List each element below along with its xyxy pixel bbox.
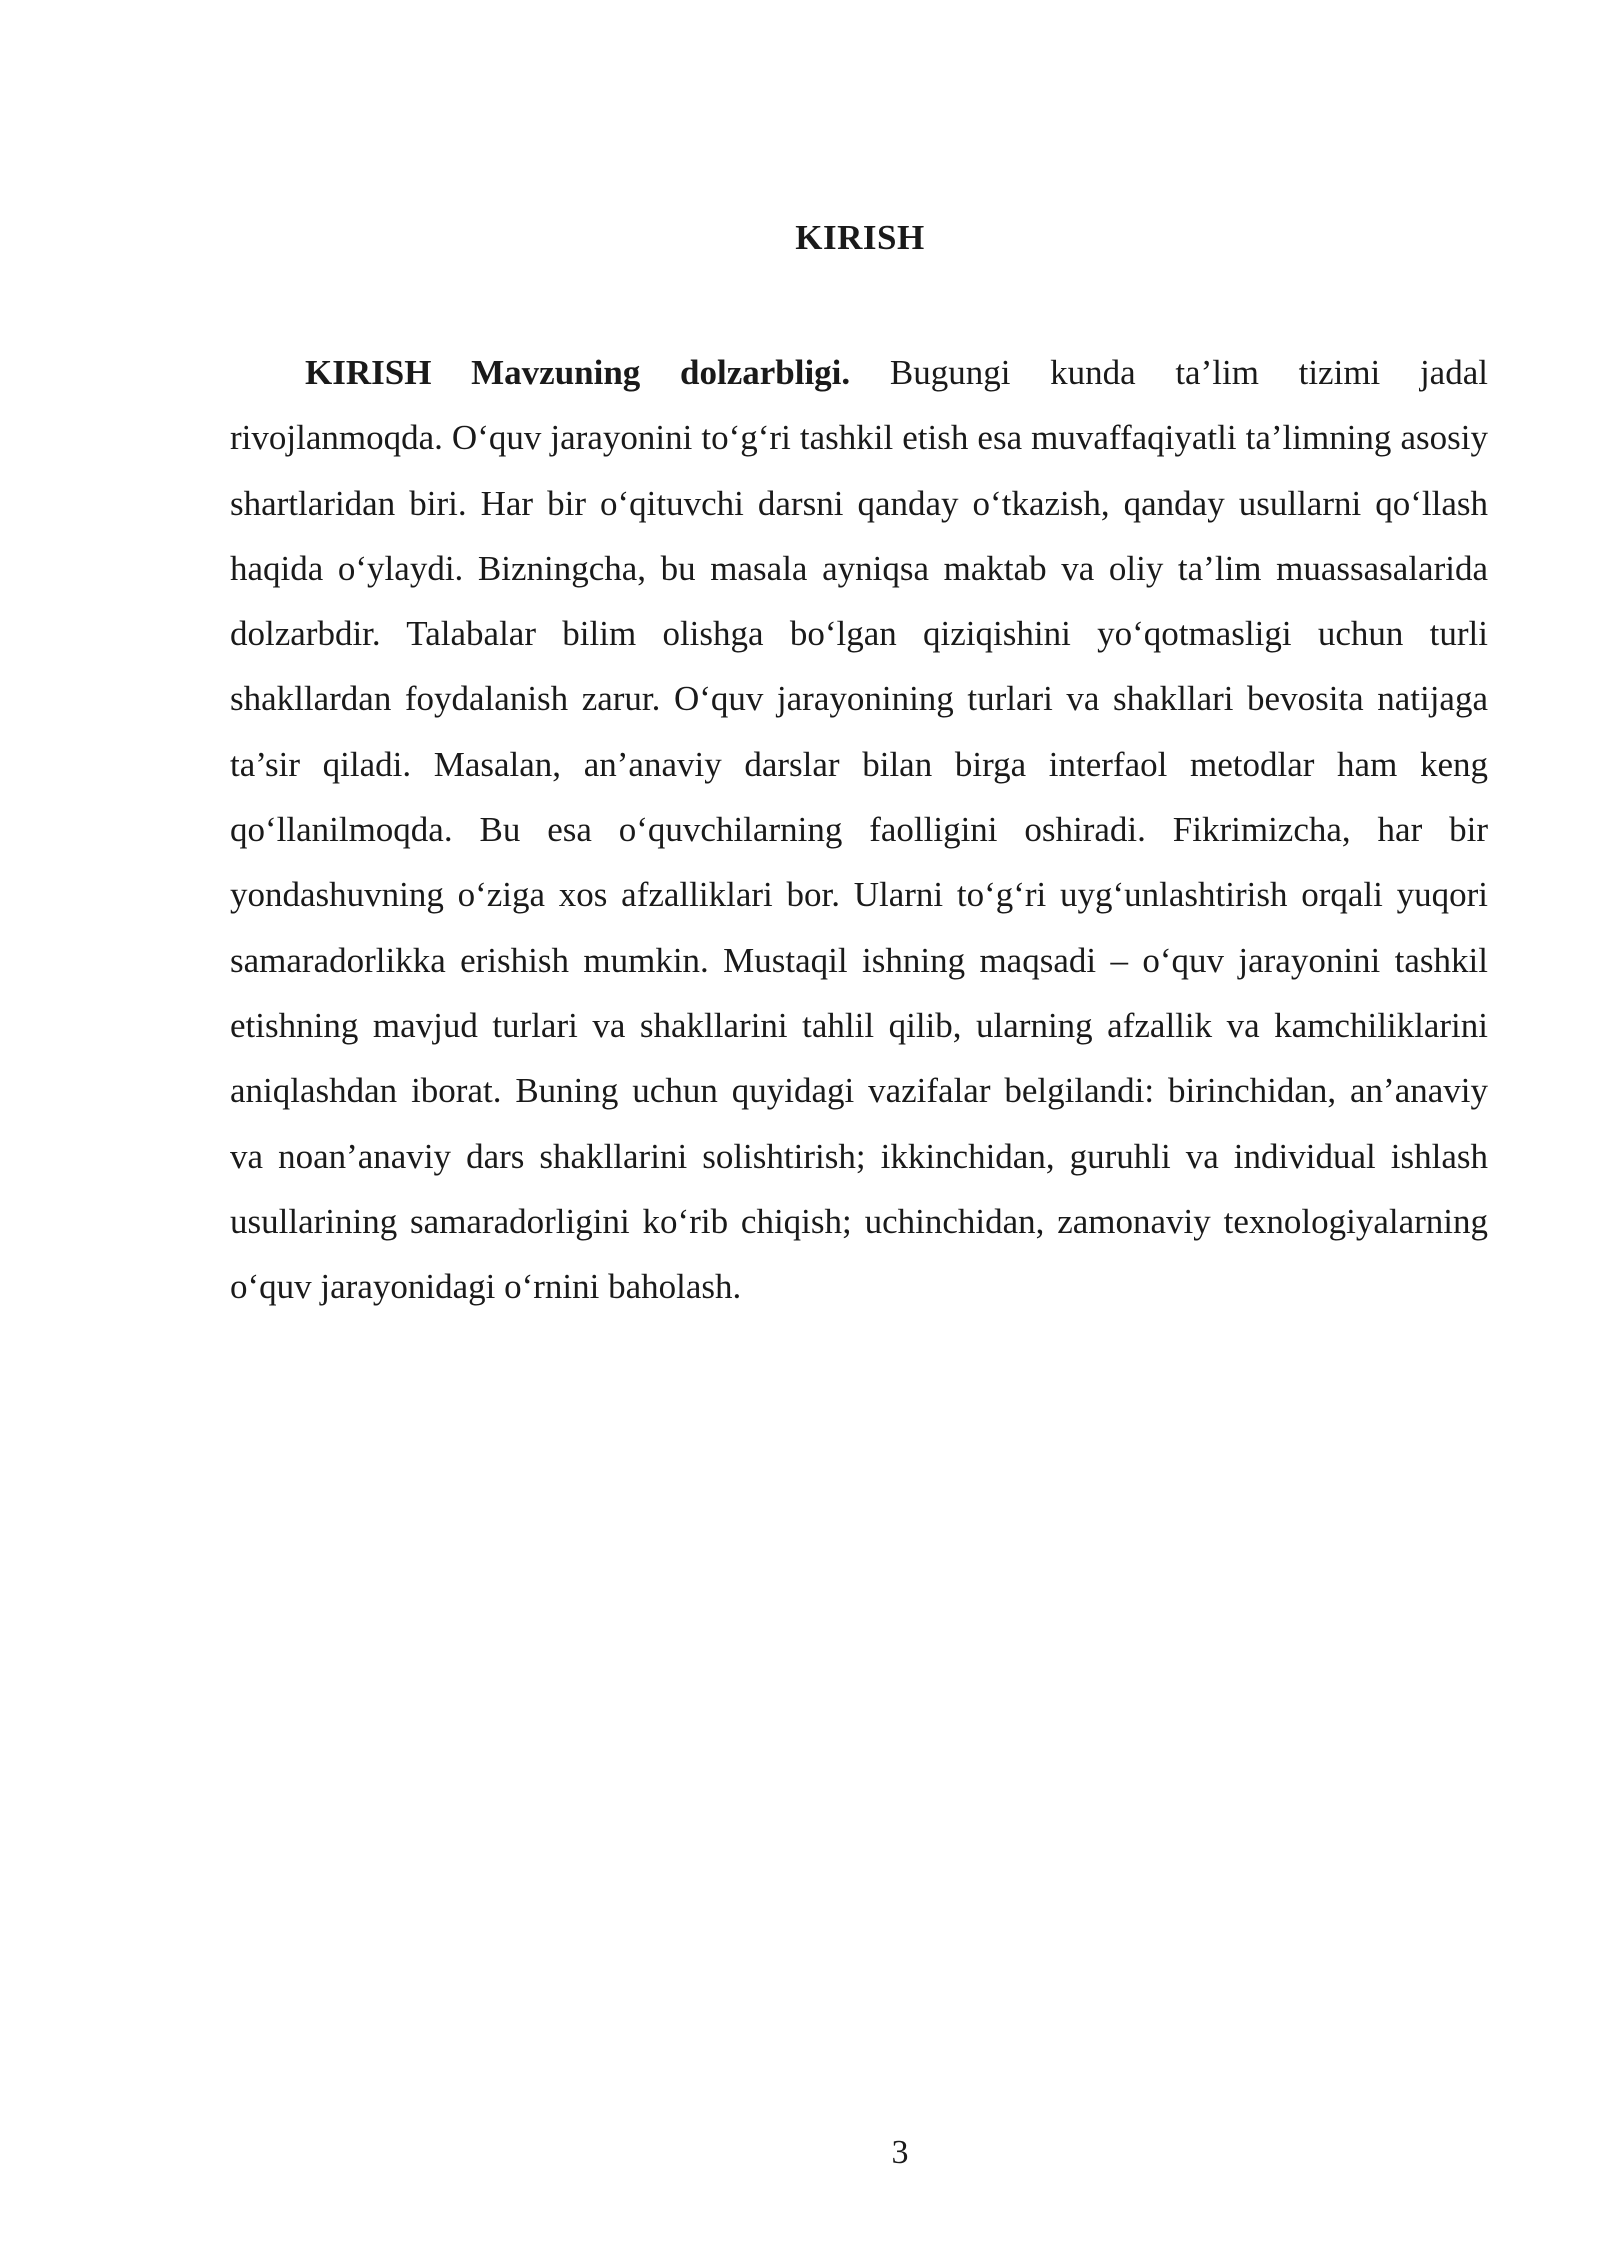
paragraph-text: Bugungi kunda ta’lim tizimi jadal rivojlanmoqda. O‘quv jarayonini to‘g‘ri tashkil etish esa muvaffaqiyatli ta’limning asosiy shartlaridan biri. Har bir o‘qituvchi darsni qanday o‘tkazish, qanday usullarni qo‘llash haqida o‘ylaydi. Bizningcha, bu masala ayniqsa maktab va oliy ta’lim muassasalarida dolzarbdir. Talabalar bilim olishga bo‘lgan qiziqishini yo‘qotmasligi uchun turli shakllardan foydalanish zarur. O‘quv jarayonining turlari va shakllari bevosita natijaga ta’sir qiladi. Masalan, an’anaviy darslar bilan birga interfaol metodlar ham keng qo‘llanilmoqda. Bu esa o‘quvchilarning faolligini oshiradi. Fikrimizcha, har bir yondashuvning o‘ziga xos afzalliklari bor. Ularni to‘g‘ri uyg‘unlashtirish orqali yuqori samaradorlikka erishish mumkin. Mustaqil ishning maqsadi – o‘quv jarayonini tashkil etishning mavjud turlari va shakllarini tahlil qilib, ularning afzallik va kamchiliklarini aniqlashdan iborat. Buning uchun quyidagi vazifalar belgilandi: birinchidan, an’anaviy va noan’anaviy dars shakllarini solishtirish; ikkinchidan, guruhli va individual ishlash usullarining samaradorligini ko‘rib chiqish; uchinchidan, zamonaviy texnologiyalarning o‘quv jarayonidagi o‘rnini baholash. [230, 353, 1488, 1307]
page-title: KIRISH [795, 218, 925, 257]
paragraph-lead: KIRISH Mavzuning dolzarbligi. [305, 353, 851, 392]
page-number: 3 [891, 2134, 909, 2171]
body-paragraph [230, 340, 1488, 1319]
